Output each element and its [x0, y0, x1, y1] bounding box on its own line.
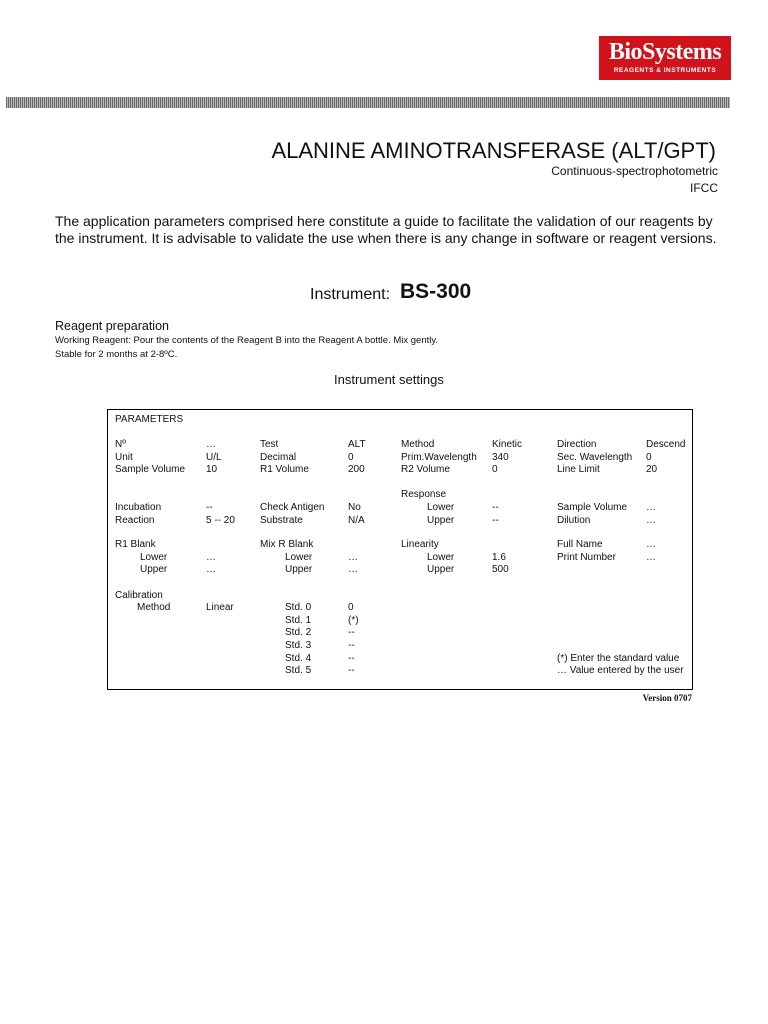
logo-tagline: REAGENTS & INSTRUMENTS — [613, 67, 717, 74]
param-value: … — [206, 564, 216, 575]
param-value: ALT — [348, 439, 366, 450]
param-value: U/L — [206, 452, 222, 463]
param-label: Upper — [140, 564, 168, 575]
param-label: Unit — [115, 452, 133, 463]
standard-label: Std. 0 — [285, 602, 312, 613]
user-entry-note: … Value entered by the user — [557, 665, 684, 676]
param-label: Upper — [285, 564, 313, 575]
param-label: Lower — [427, 552, 455, 563]
page-subtitle-method: Continuous-spectrophotometric — [551, 164, 718, 178]
param-value: … — [646, 515, 656, 526]
param-value: 340 — [492, 452, 509, 463]
standard-value: -- — [348, 653, 355, 664]
param-label: Upper — [427, 564, 455, 575]
intro-paragraph: The application parameters comprised here constitute a guide to facilitate the validation of our reagents by the instrument. It is advisable to validate the use when there is any change in software or reagent versions. — [55, 213, 717, 246]
standard-label: Std. 3 — [285, 640, 312, 651]
param-value: Descend — [646, 439, 686, 450]
standard-label: Std. 5 — [285, 665, 312, 676]
param-value: … — [206, 552, 216, 563]
param-label: Sec. Wavelength — [557, 452, 633, 463]
param-value: … — [646, 502, 656, 513]
param-value: No — [348, 502, 361, 513]
param-value: … — [646, 539, 656, 550]
param-label: Reaction — [115, 515, 155, 526]
param-value: -- — [492, 502, 499, 513]
param-label: Dilution — [557, 515, 591, 526]
standard-value-note: (*) Enter the standard value — [557, 653, 680, 664]
instrument-settings-heading: Instrument settings — [334, 372, 444, 387]
standard-value: -- — [348, 640, 355, 651]
param-value: -- — [206, 502, 213, 513]
param-value: 200 — [348, 464, 365, 475]
param-value: … — [348, 552, 358, 563]
standard-label: Std. 1 — [285, 615, 312, 626]
standard-label: Std. 4 — [285, 653, 312, 664]
param-value: 10 — [206, 464, 218, 475]
parameters-heading: PARAMETERS — [115, 414, 184, 425]
param-label: Decimal — [260, 452, 297, 463]
param-label: Nº — [115, 439, 126, 450]
param-value: 5 -- 20 — [206, 515, 235, 526]
page-title: ALANINE AMINOTRANSFERASE (ALT/GPT) — [271, 138, 716, 163]
param-label: Full Name — [557, 539, 603, 550]
param-label: Check Antigen — [260, 502, 325, 513]
instrument-value: BS-300 — [400, 280, 472, 303]
reagent-stability-text: Stable for 2 months at 2-8ºC. — [55, 349, 178, 360]
param-value: … — [646, 552, 656, 563]
param-label: Sample Volume — [557, 502, 628, 513]
param-label: Sample Volume — [115, 464, 186, 475]
standard-value: (*) — [348, 615, 359, 626]
param-value: … — [206, 439, 216, 450]
param-label: Lower — [140, 552, 168, 563]
param-label: Direction — [557, 439, 597, 450]
parameters-table — [107, 409, 693, 690]
reagent-preparation-heading: Reagent preparation — [55, 319, 169, 333]
param-group-label: Calibration — [115, 590, 163, 601]
param-value: 500 — [492, 564, 509, 575]
param-label: Line Limit — [557, 464, 600, 475]
param-value: … — [348, 564, 358, 575]
standard-value: 0 — [348, 602, 354, 613]
param-label: Upper — [427, 515, 455, 526]
param-label: Print Number — [557, 552, 616, 563]
logo-brand: BioSystems — [608, 39, 722, 65]
param-label: Incubation — [115, 502, 162, 513]
param-label: Method — [401, 439, 435, 450]
param-value: Linear — [206, 602, 234, 613]
version-label: Version 0707 — [642, 693, 692, 703]
biosystems-logo — [599, 36, 731, 80]
instrument-label: Instrument: — [310, 286, 391, 303]
param-label: Substrate — [260, 515, 303, 526]
param-label: Lower — [427, 502, 455, 513]
param-value: N/A — [348, 515, 365, 526]
param-value: 0 — [492, 464, 498, 475]
standard-value: -- — [348, 627, 355, 638]
param-value: 0 — [348, 452, 354, 463]
standard-label: Std. 2 — [285, 627, 312, 638]
param-value: 0 — [646, 452, 652, 463]
reagent-preparation-text: Working Reagent: Pour the contents of the Reagent B into the Reagent A bottle. Mix gently. — [55, 335, 439, 346]
param-value: Kinetic — [492, 439, 523, 450]
param-value: 20 — [646, 464, 658, 475]
param-label: Method — [137, 602, 171, 613]
param-label: Test — [260, 439, 279, 450]
param-value: -- — [492, 515, 499, 526]
param-label: R1 Volume — [260, 464, 309, 475]
param-group-label: Mix R Blank — [260, 539, 314, 550]
param-value: 1.6 — [492, 552, 506, 563]
param-label: Prim.Wavelength — [401, 452, 477, 463]
param-group-label: Linearity — [401, 539, 439, 550]
param-group-label: Response — [401, 489, 447, 500]
param-group-label: R1 Blank — [115, 539, 156, 550]
standard-value: -- — [348, 665, 355, 676]
param-label: Lower — [285, 552, 313, 563]
param-label: R2 Volume — [401, 464, 450, 475]
page-subtitle-standard: IFCC — [690, 181, 718, 195]
header-band — [6, 97, 730, 108]
